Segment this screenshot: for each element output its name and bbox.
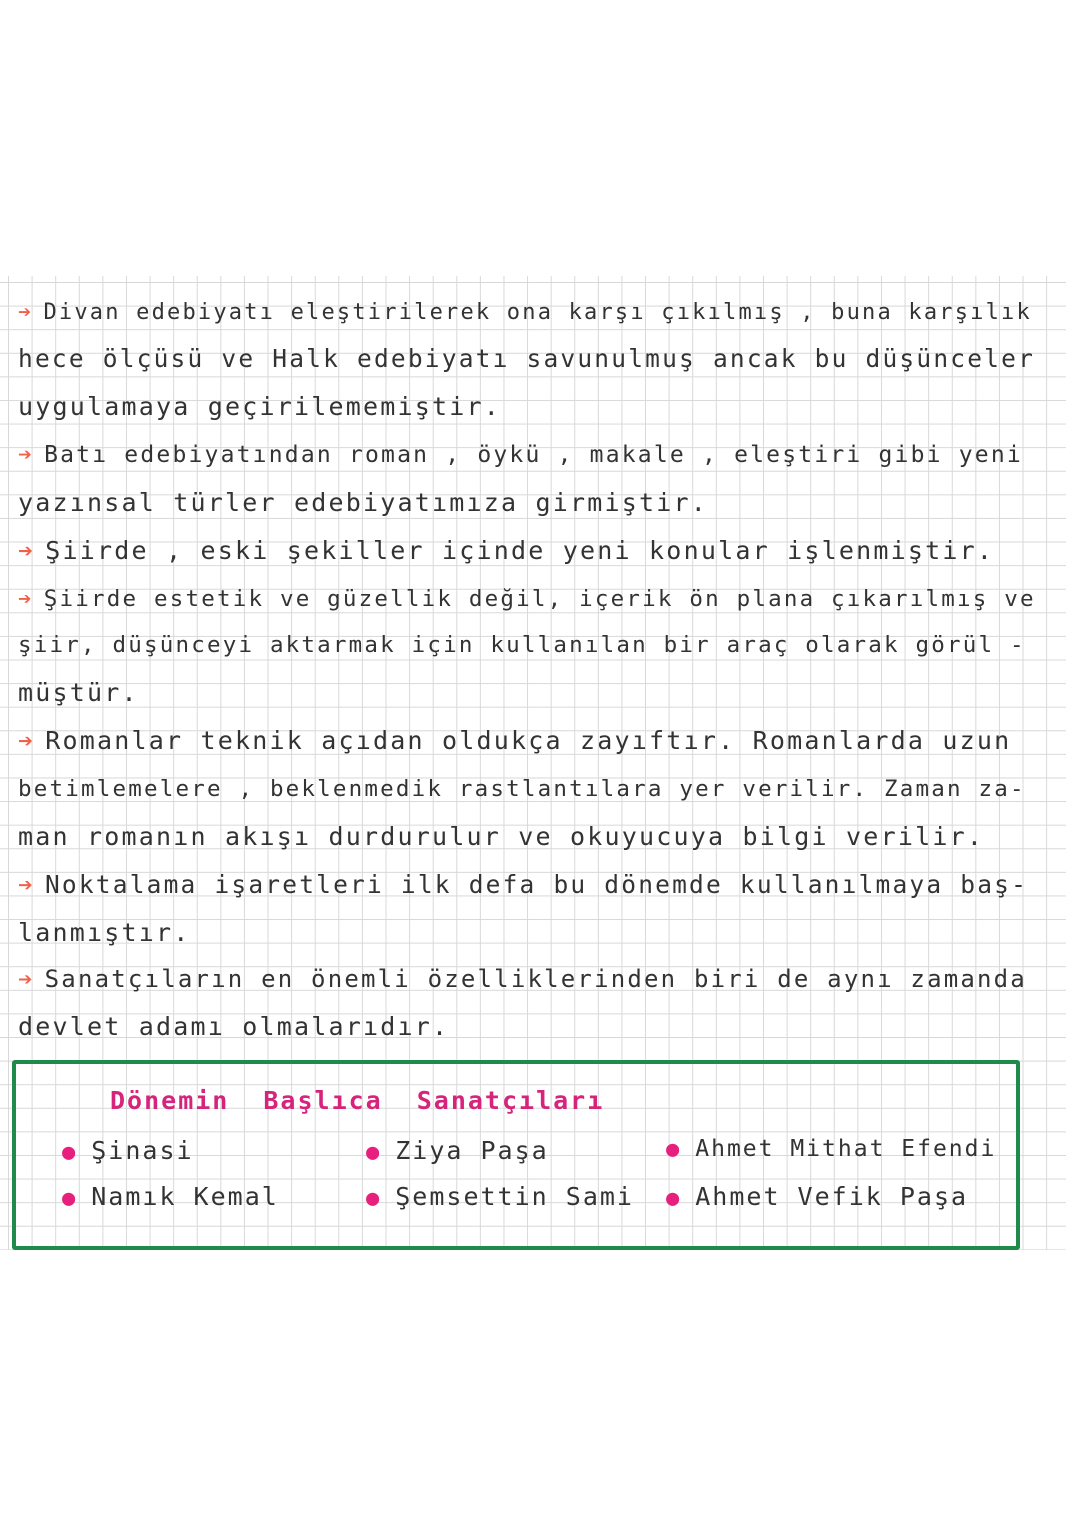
artist-item (666, 1182, 968, 1211)
artists-box (12, 1060, 1020, 1250)
note-text: lanmıştır. (18, 918, 191, 947)
note-text: betimlemelere , beklenmedik rastlantılara yer verilir. Zaman za- (18, 776, 1026, 802)
artist-item (666, 1136, 996, 1162)
note-line (18, 964, 1036, 994)
artist-item (366, 1136, 549, 1165)
artist-name: Şemsettin Sami (395, 1182, 634, 1211)
artists-box-title (110, 1086, 638, 1115)
artist-name: Ahmet Vefik Paşa (695, 1182, 969, 1211)
note-line (18, 918, 1036, 948)
artist-name: Namık Kemal (91, 1182, 279, 1211)
artist-name: Ziya Paşa (395, 1136, 549, 1165)
note-text: Noktalama işaretleri ilk defa bu dönemde kullanılmaya baş- (44, 870, 1029, 899)
note-line (18, 392, 1036, 422)
note-line (18, 678, 1036, 708)
title-word: Sanatçıları (416, 1086, 605, 1115)
right-arrow-icon: ➔ (18, 586, 34, 612)
note-text: Batı edebiyatından roman , öykü , makale , eleştiri gibi yeni (44, 442, 1023, 468)
note-line (18, 344, 1036, 374)
bullet-dot-icon: ● (666, 1186, 682, 1211)
note-line (18, 488, 1036, 518)
bullet-dot-icon: ● (62, 1140, 78, 1165)
right-arrow-icon: ➔ (18, 870, 35, 899)
note-text: Sanatçıların en önemli özelliklerinden biri de aynı zamanda (44, 965, 1027, 993)
artist-name: Ahmet Mithat Efendi (695, 1136, 997, 1162)
artist-item (62, 1136, 194, 1165)
note-text: devlet adamı olmalarıdır. (18, 1012, 450, 1041)
right-arrow-icon: ➔ (18, 442, 35, 468)
note-line (18, 774, 1036, 804)
note-line (18, 298, 1036, 328)
bullet-dot-icon: ● (366, 1186, 382, 1211)
title-word: Dönemin (110, 1086, 230, 1115)
note-line (18, 822, 1036, 852)
note-text: hece ölçüsü ve Halk edebiyatı savunulmuş ancak bu düşünceler (18, 344, 1036, 373)
bullet-dot-icon: ● (62, 1186, 78, 1211)
artist-item (366, 1182, 634, 1211)
note-line (18, 1012, 1036, 1042)
bullet-dot-icon: ● (366, 1140, 382, 1165)
note-text: yazınsal türler edebiyatımıza girmiştir. (18, 488, 709, 517)
note-text: şiir, düşünceyi aktarmak için kullanılan bir araç olarak görül - (18, 632, 1026, 658)
right-arrow-icon: ➔ (18, 726, 36, 755)
note-line (18, 726, 1036, 756)
title-word: Başlıca (263, 1086, 383, 1115)
note-text: uygulamaya geçirilememiştir. (18, 392, 502, 421)
note-line (18, 440, 1036, 470)
note-text: Şiirde , eski şekiller içinde yeni konular işlenmiştir. (45, 536, 995, 565)
bullet-dot-icon: ● (666, 1137, 682, 1162)
artist-name: Şinasi (91, 1136, 194, 1165)
note-text: müştür. (18, 678, 139, 707)
grid-paper-sheet (0, 276, 1066, 1250)
note-text: Romanlar teknik açıdan oldukça zayıftır. Romanlarda uzun (45, 726, 1012, 755)
note-line (18, 536, 1036, 566)
right-arrow-icon: ➔ (18, 300, 34, 325)
note-text: man romanın akışı durdurulur ve okuyucuya bilgi verilir. (18, 822, 985, 851)
note-text: Divan edebiyatı eleştirilerek ona karşı çıkılmış , buna karşılık (43, 300, 1032, 325)
right-arrow-icon: ➔ (18, 536, 36, 565)
note-text: Şiirde estetik ve güzellik değil, içerik ön plana çıkarılmış ve (43, 586, 1036, 612)
note-line (18, 584, 1036, 614)
right-arrow-icon: ➔ (18, 965, 35, 993)
note-line (18, 630, 1036, 660)
note-line (18, 870, 1036, 900)
artist-item (62, 1182, 279, 1211)
